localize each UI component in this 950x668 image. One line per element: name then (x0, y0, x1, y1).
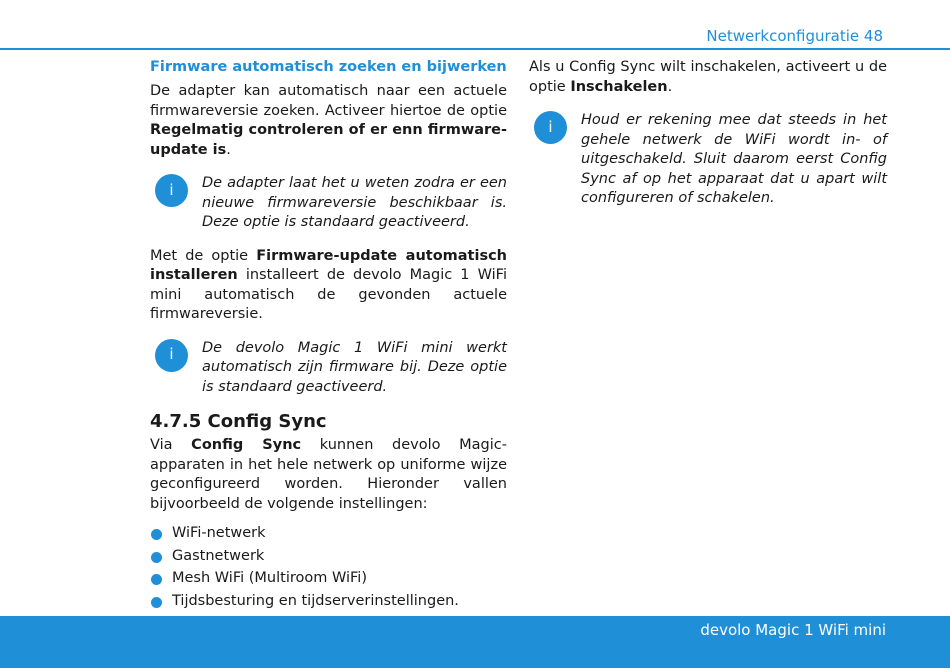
info-note-text: De adapter laat het u weten zodra er een nieuwe firmwareversie beschikbaar is. Deze optie is standaard geactiveerd. (202, 175, 507, 230)
right-column (529, 58, 887, 223)
settings-list (150, 524, 507, 611)
info-note-text: De devolo Magic 1 WiFi mini werkt automatisch zijn firmware bij. Deze optie is standaard geactiveerd. (202, 339, 507, 395)
left-column (150, 58, 507, 614)
bullet-dot-icon (151, 552, 162, 563)
info-note (529, 111, 887, 209)
list-item: WiFi-netwerk (150, 524, 507, 544)
footer-bar (0, 616, 950, 668)
paragraph-enable-config-sync: Als u Config Sync wilt inschakelen, activeert u de optie Inschakelen. (529, 59, 887, 95)
info-icon: i (155, 339, 188, 372)
paragraph-firmware-search: De adapter kan automatisch naar een actuele firmwareversie zoeken. Activeer hiertoe de optie Regelmatig controleren of er enn firmware-update is. (150, 83, 507, 158)
paragraph-auto-install: Met de optie Firmware-update automatisch installeren installeert de devolo Magic 1 WiFi mini automatisch de gevonden actuele firmwareversie. (150, 247, 507, 322)
bullet-dot-icon (151, 574, 162, 585)
info-note (150, 174, 507, 233)
bullet-dot-icon (151, 529, 162, 540)
page-header-title: Netwerkconfiguratie 48 (706, 27, 883, 45)
subsection-heading: Firmware automatisch zoeken en bijwerken (150, 59, 507, 75)
paragraph-config-sync: Via Config Sync kunnen devolo Magic-apparaten in het hele netwerk op uniforme wijze geconfigureerd worden. Hieronder vallen bijvoorbeeld de volgende instellingen: (150, 437, 507, 512)
list-item: Mesh WiFi (Multiroom WiFi) (150, 569, 507, 589)
header-divider (0, 48, 950, 50)
list-item: Tijdsbesturing en tijdserverinstellingen. (150, 592, 507, 612)
feature-label-config-sync: Config Sync (191, 437, 302, 453)
option-label-inschakelen: Inschakelen (570, 78, 668, 95)
footer-product-name: devolo Magic 1 WiFi mini (700, 621, 886, 639)
section-title: 4.7.5 Config Sync (150, 411, 327, 432)
info-note (150, 339, 507, 398)
list-item: Gastnetwerk (150, 547, 507, 567)
bullet-dot-icon (151, 597, 162, 608)
info-icon: i (534, 111, 567, 144)
info-icon: i (155, 174, 188, 207)
option-label-auto-install: Firmware-update automatisch installeren (150, 247, 507, 283)
info-note-text: Houd er rekening mee dat steeds in het gehele netwerk de WiFi wordt in- of uitgeschakeld. Sluit daarom eerst Config Sync af op het apparaat dat u apart wilt configureren of schakelen. (581, 112, 887, 206)
option-label-regelmatig: Regelmatig controleren of er enn firmware-update is (150, 122, 507, 158)
